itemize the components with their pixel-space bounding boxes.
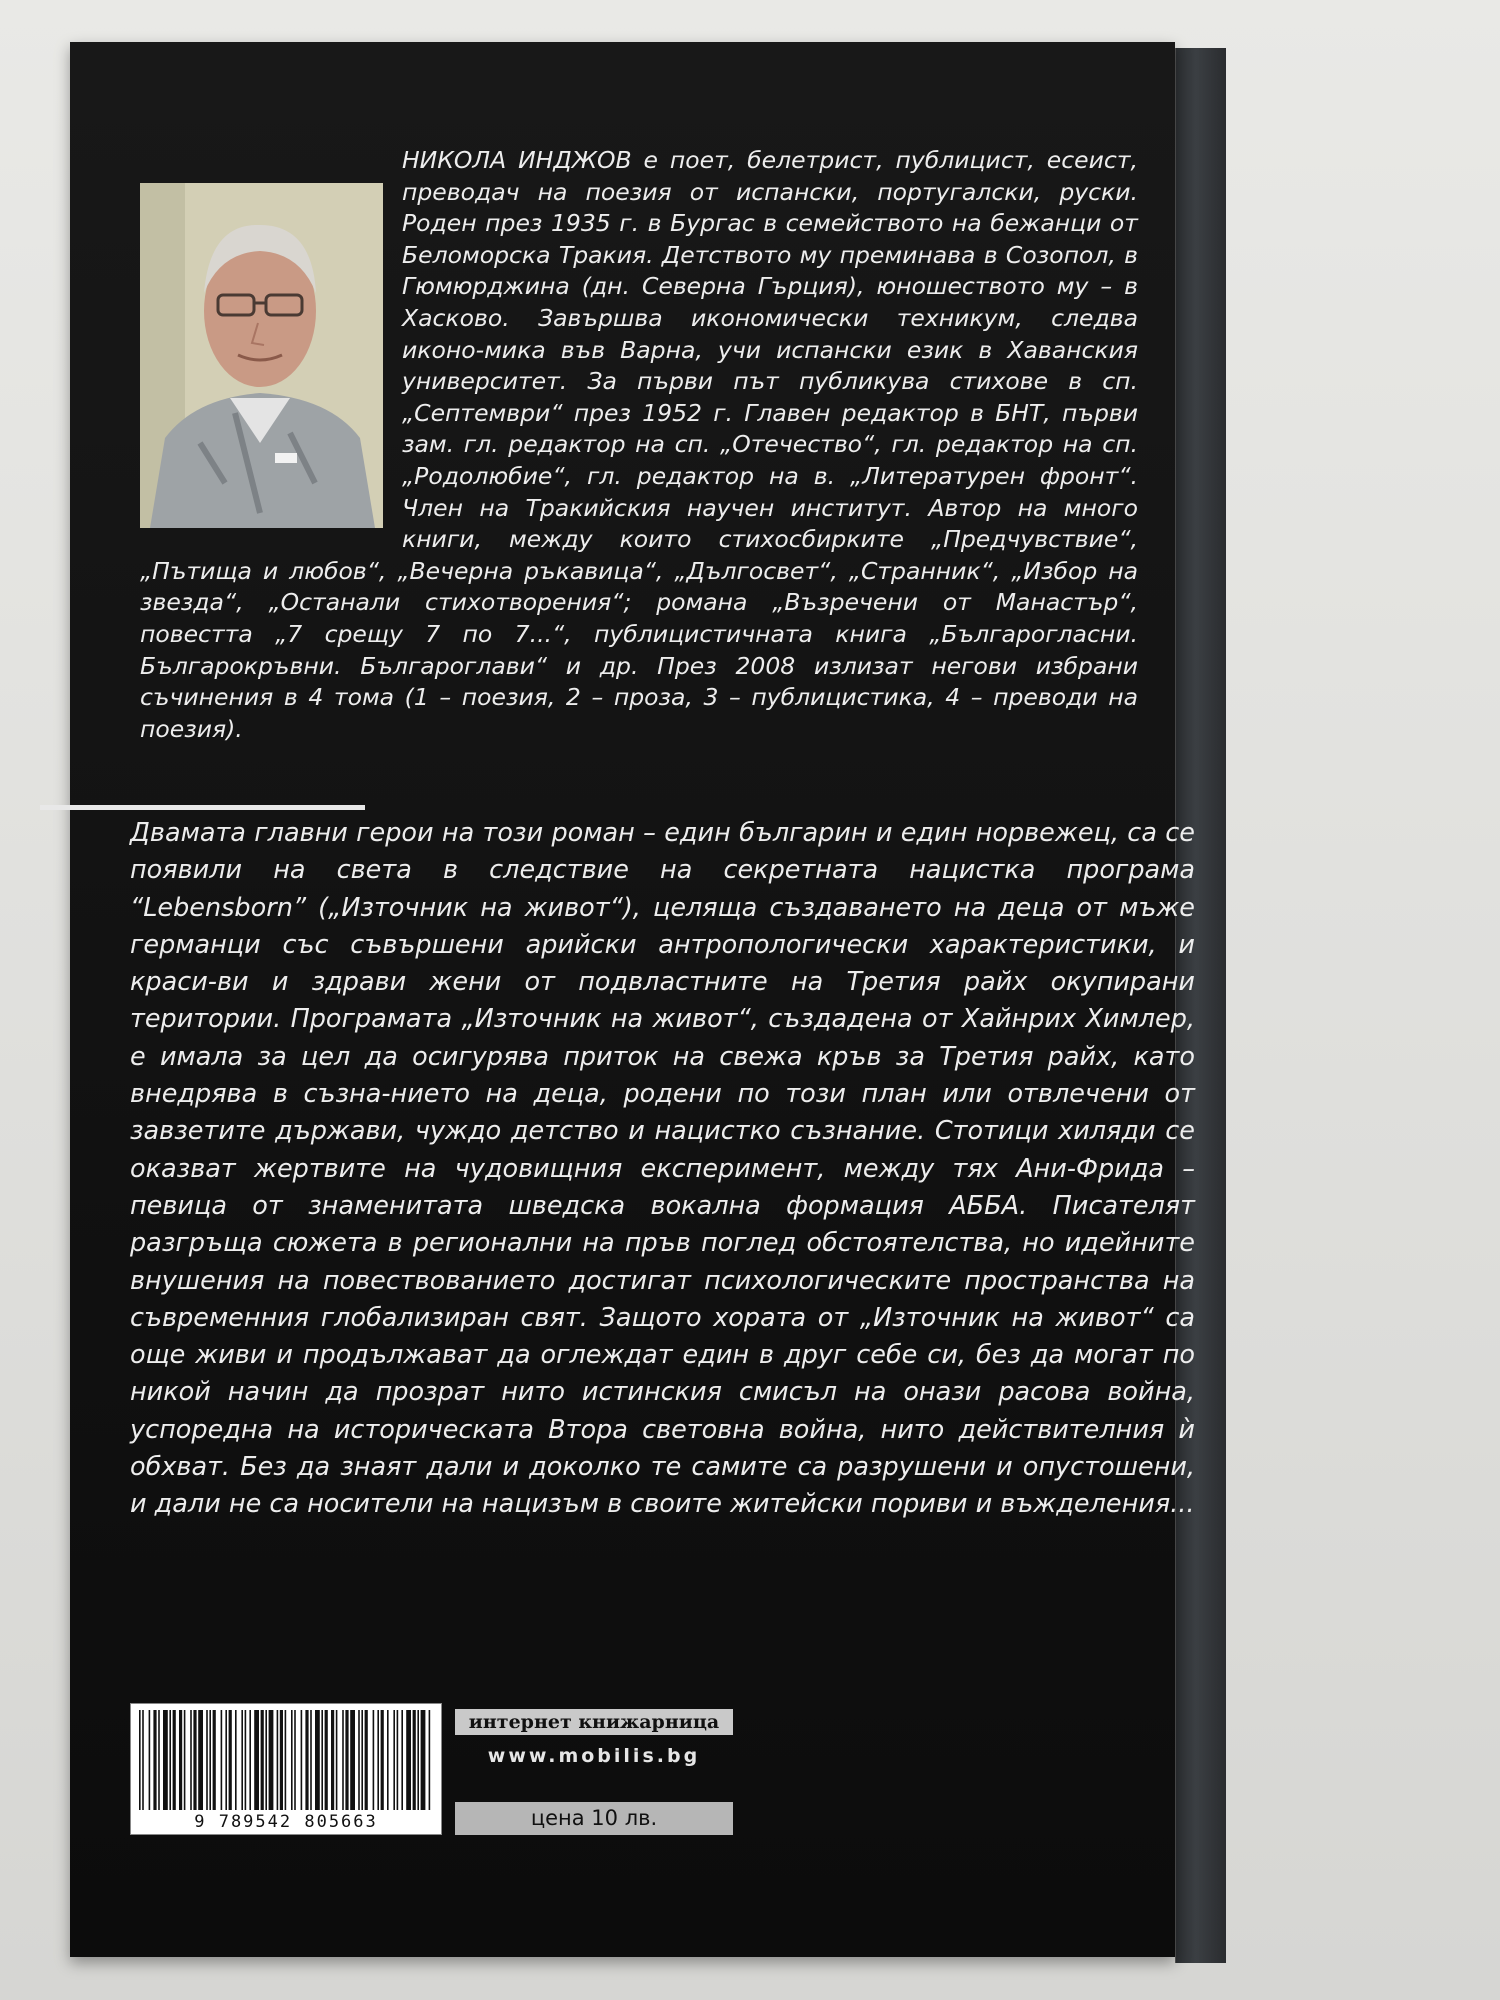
- barcode-bar: [153, 1710, 156, 1810]
- barcode-bar: [325, 1710, 328, 1810]
- barcode-bar: [397, 1710, 399, 1810]
- section-divider: [40, 805, 365, 810]
- barcode-bar: [365, 1710, 368, 1810]
- barcode-bar: [206, 1710, 208, 1810]
- barcode-bar: [229, 1710, 232, 1810]
- barcode-bar: [429, 1710, 431, 1810]
- author-bio: [140, 145, 1138, 745]
- barcode-bar: [265, 1710, 267, 1810]
- barcode-bar: [173, 1710, 176, 1810]
- barcode-bar: [377, 1710, 379, 1810]
- barcode-bar: [221, 1710, 223, 1810]
- barcode-bar: [301, 1710, 303, 1810]
- barcode-bar: [387, 1710, 389, 1810]
- barcode-bar: [413, 1710, 416, 1810]
- barcode-bar: [373, 1710, 375, 1810]
- barcode-bar: [193, 1710, 196, 1810]
- isbn-barcode: [130, 1703, 442, 1835]
- isbn-digits: 9 789542 805663: [194, 1812, 378, 1832]
- barcode-bar: [321, 1710, 323, 1810]
- barcode-bar: [213, 1710, 216, 1810]
- barcode-bar: [285, 1710, 287, 1810]
- barcode-bar: [149, 1710, 151, 1810]
- barcode-bar: [142, 1710, 144, 1810]
- shop-label: интернет книжарница: [455, 1709, 733, 1735]
- barcode-bar: [169, 1710, 171, 1810]
- shop-url: www.mobilis.bg: [487, 1745, 701, 1767]
- barcode-bar: [393, 1710, 395, 1810]
- photo-spacer: [140, 145, 402, 525]
- barcode-bar: [269, 1710, 274, 1810]
- synopsis-text: Двамата главни герои на този роман – един българин и един норвежец, са се появили на света в следствие на секретната нацистка програма “Lebensborn” („Източник на живот“), целяща създаването на деца от мъже германци със съвършени арийски антропологически характеристики, и краси-ви и здрави жени от подвластните на Третия райх окупирани територии. Програмата „Източник на живот“, създадена от Хайнрих Химлер, е имала за цел да осигурява приток на свежа кръв за Третия райх, като внедрява в съзна-нието на деца, родени по този план или отвлечени от завзетите държави, чуждо детство и нацистко съзнание. Стотици хиляди се оказват жертвите на чудовищния експеримент, между тях Ани-Фрида – певица от знаменитата шведска вокална формация АББА. Писателят разгръща сюжета в регионални на пръв поглед обстоятелства, но идейните внушения на повествованието достигат психологическите пространства на съвременния глобализиран свят. Защото хората от „Източник на живот“ са още живи и продължават да оглеждат един в друг себе си, без да могат по никой начин да прозрат нито истинския смисъл на онази расова война, успоредна на историческата Втора световна война, нито действителния ѝ обхват. Без да знаят дали и доколко те самите са разрушени и опустошени, и дали не са носители на нацизъм в своите житейски пориви и въжделения...: [130, 818, 1195, 1520]
- barcode-bar: [163, 1710, 168, 1810]
- barcode-bar: [184, 1710, 186, 1810]
- barcode-bar: [179, 1710, 182, 1810]
- barcode-bar: [225, 1710, 227, 1810]
- barcode-bar: [350, 1710, 355, 1810]
- barcode-bar: [190, 1710, 192, 1810]
- barcode-bar: [305, 1710, 308, 1810]
- barcode-bar: [209, 1710, 211, 1810]
- barcode-bar: [345, 1710, 348, 1810]
- barcode-bar: [261, 1710, 264, 1810]
- barcode-bar: [421, 1710, 426, 1810]
- barcode-bar: [294, 1710, 296, 1810]
- barcode-bar: [235, 1710, 237, 1810]
- barcode-bar: [241, 1710, 243, 1810]
- barcode-bar: [361, 1710, 363, 1810]
- barcode-bar: [331, 1710, 334, 1810]
- barcode-bar: [277, 1710, 279, 1810]
- barcode-bar: [406, 1710, 411, 1810]
- barcode-bar: [358, 1710, 360, 1810]
- barcode-bar: [291, 1710, 293, 1810]
- barcode-bar: [381, 1710, 384, 1810]
- author-bio-text: НИКОЛА ИНДЖОВ е поет, белетрист, публицист, есеист, преводач на поезия от испански, португалски, руски. Роден през 1935 г. в Бургас в семейството на бежанци от Беломорска Тракия. Детството му преминава в Созопол, в Гюмюрджина (дн. Северна Гърция), юношеството му – в Хасково. Завършва икономически техникум, следва иконо-мика във Варна, учи испански език в Хаванския университет. За първи път публикува стихове в сп. „Септември“ през 1952 г. Главен редактор в БНТ, първи зам. гл. редактор на сп. „Отечество“, гл. редактор на сп. „Родолюбие“, гл. редактор на в. „Литературен фронт“. Член на Тракийския научен институт. Автор на много книги, между които стихосбирките „Предчувствие“, „Пътища и любов“, „Вечерна ръкавица“, „Дългосвет“, „Странник“, „Избор на звезда“, „Останали стихотворения“; романа „Възречени от Манастър“, повестта „7 срещу 7 по 7...“, публицистичната книга „Българогласни. Българокръвни. Българоглави“ и др. През 2008 излизат негови избрани съчинения в 4 тома (1 – поезия, 2 – проза, 3 – публицистика, 4 – преводи на поезия).: [140, 146, 1138, 743]
- barcode-bar: [158, 1710, 160, 1810]
- price-tag: цена 10 лв.: [455, 1802, 733, 1835]
- barcode-bar: [315, 1710, 320, 1810]
- barcode-bar: [342, 1710, 344, 1810]
- barcode-bar: [249, 1710, 251, 1810]
- barcode-bar: [417, 1710, 419, 1810]
- barcode-bar: [198, 1710, 203, 1810]
- barcode-bar: [336, 1710, 338, 1810]
- barcode-bar: [139, 1710, 141, 1810]
- barcode-bar: [254, 1710, 259, 1810]
- barcode-bar: [280, 1710, 283, 1810]
- barcode-bar: [401, 1710, 403, 1810]
- barcode-bar: [310, 1710, 312, 1810]
- barcode-bar: [245, 1710, 247, 1810]
- synopsis: [130, 815, 1195, 1524]
- barcode-bars: [139, 1710, 433, 1810]
